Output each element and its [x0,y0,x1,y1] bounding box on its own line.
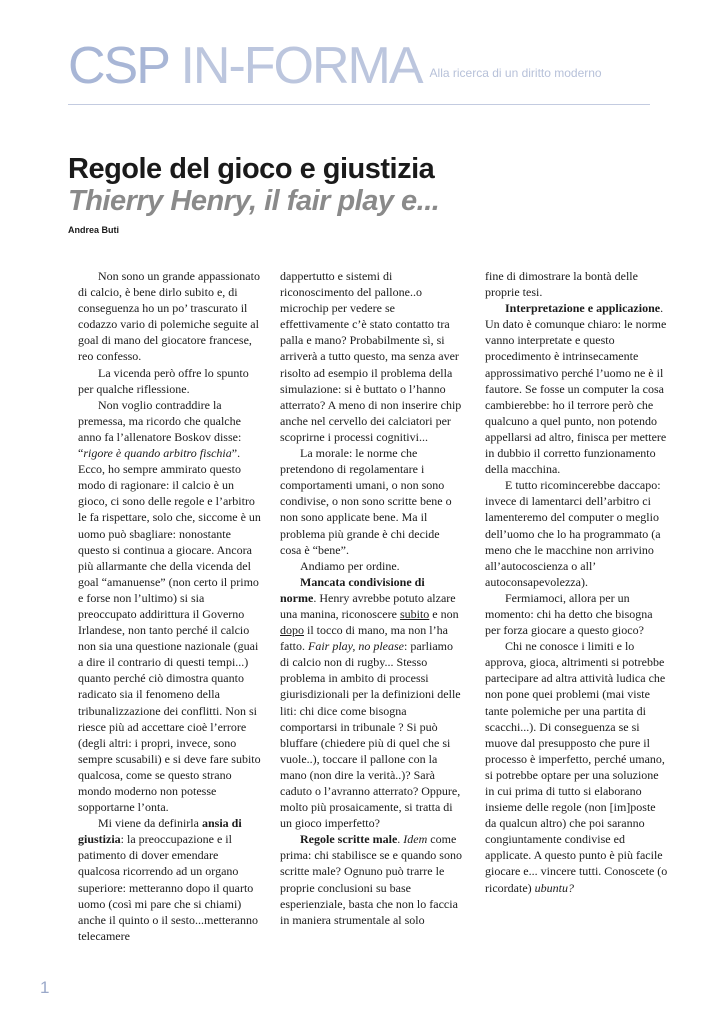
column-1 [78,268,261,944]
paragraph: dappertutto e sistemi di riconoscimento del pallone..o microchip per vedere se effettivamente c’è stato contatto tra palla e mano? Probabilmente sì, si arriverà a tutto questo, ma senza aver risolto ad esempio il problema della simulazione: si è buttato o l’hanno atterrato? A meno di non inserire chip anche nel cervello dei calciatori per scoprirne i processi cognitivi... [280,269,462,444]
text-run: ”. Ecco, ho sempre ammirato questo modo di ragionare: il calcio è un gioco, ci sono delle regole e l’arbitro le fa rispettare, solo che, siccome è un uomo può sbagliare: nonostante questo si continua a giocare. Ancora più allarmante che della vicenda del goal “amanuense” (non certo il primo e forse non l’ultimo) si sia preoccupato addirittura il Governo Irlandese, non tanto perché il calcio non sia una questione nazionale (guai a dire il contrario di questi tempi...) quanto perché ciò dimostra quanto radicato sia il fenomeno della tribunalizzazione dei conflitti. Non si riesce più ad accettare cioè l’errore (degli altri: i propri, invece, sono sempre scusabili) e si deve fare subito qualcosa, come se questo strano mondo moderno non potesse sopportarne l’onta. [78,446,261,815]
text-run: : la preoccupazione e il patimento di dover emendare qualcosa ricorrendo ad un organo superiore: metteranno dopo il quarto uomo (così mi pare che si chiami) anche il quinto o il sesto...metteranno telecamere [78,832,258,943]
paragraph: Andiamo per ordine. [300,558,400,573]
section-heading: Regole scritte male [300,832,398,847]
masthead-tagline: Alla ricerca di un diritto moderno [429,66,602,80]
italic-text: Idem [403,832,428,847]
masthead-title-csp: CSP [68,37,168,95]
text-run: . [397,832,404,847]
section-heading: Interpretazione e applicazione [505,301,661,316]
masthead-rule [68,104,650,105]
italic-text: ubuntu? [534,880,574,895]
paragraph [485,300,668,477]
underlined-text: dopo [280,623,304,638]
paragraph: fine di dimostrare la bontà delle proprie tesi. [485,269,638,300]
text-run: Mi viene da definirla [98,816,202,831]
column-2 [280,268,463,928]
underlined-text: subito [399,606,430,621]
quote-text: rigore è quando arbitro fischia [83,446,232,461]
paragraph [280,831,463,928]
emphasis-text: ansia di giustizia [78,816,242,847]
text-run: Non voglio contraddire la premessa, ma ricordo che qualche anno fa l’allenatore Boskov disse: “ [78,397,242,461]
article-subtitle: Thierry Henry, il fair play e... [68,185,440,217]
text-run: . Un dato è comunque chiaro: le norme vanno interpretate e questo procedimento è intrinsecamente approssimativo perché l’uomo ne è il fautore. Se fosse un computer la cosa cambierebbe: ho il terrore però che qualcuno a quel punto, non potendo appellarsi ad altro, finisca per mettere in dubbio il corretto funzionamento della macchina. [485,301,667,477]
paragraph: Fermiamoci, allora per un momento: chi ha detto che bisogna per forza giocare a questo gioco? [485,590,653,638]
masthead-title [68,38,422,94]
masthead-title-informa: IN-FORMA [180,37,422,95]
text-run: Chi ne conosce i limiti e lo approva, gioca, altrimenti si potrebbe partecipare ad altra attività ludica che non pone quei problemi (mai viste tante polemiche per una partita di scacchi...). Di conseguenza se si muove dal presupposto che pure il processo è imperfetto, perché umano, si potrebbe optare per una soluzione in cui prima di tutto si elaborano insieme delle regole (non [im]poste da qualcun altro) che poi saranno congiuntamente condivise ed applicate. A questo punto è più facile giocare e... vincere tutti. Conoscete (o ricordate) [485,639,668,895]
text-run: il tocco di mano, ma non l’ha fatto. [280,623,448,654]
article-title: Regole del gioco e giustizia [68,153,435,185]
paragraph: La vicenda però offre lo spunto per qualche riflessione. [78,365,249,396]
paragraph [280,574,463,832]
section-heading: Mancata condivisione di norme [280,574,425,605]
paragraph: E tutto ricomincerebbe daccapo: invece di lamentarci dell’arbitro ci lamenteremo del computer o meglio dell’uomo che lo ha programmato (a meno che le macchine non arrivino all’autocoscienza o all’ autoconsapevolezza). [485,478,661,589]
paragraph [78,397,261,815]
column-3 [485,268,668,896]
paragraph: Non sono un grande appassionato di calcio, è bene dirlo subito e, di conseguenza ho un po’ trascurato il codazzo vario di polemiche seguite al goal di mano del giocatore francese, reo confesso. [78,269,260,364]
text-run: come prima: chi stabilisce se e quando sono scritte male? Ognuno può trarre le proprie conclusioni su base esperienziale, basta che non lo faccia in maniera strumentale al solo [280,832,462,927]
text-run: : parliamo di calcio non di rugby... Stesso problema in ambito di processi giurisdizionali per la definizioni delle liti: chi dice come bisogna comportarsi in tribunale ? Si può bluffare (chiedere più di quel che si vuole..), toccare il pallone con la mano (non dire la verità..)? Sarà caduto o l’avranno atterrato? Oppure, molto più prosaicamente, si tratta di un gioco imperfetto? [280,639,461,831]
text-run: . Henry avrebbe potuto alzare una manina, riconoscere [280,590,456,621]
article-author: Andrea Buti [68,225,120,235]
italic-text: Fair play, no please [308,639,404,654]
paragraph: La morale: le norme che pretendono di regolamentare i comportamenti umani, o non sono condivise, o non sono scritte bene o non sono applicate bene. Ma il problema più grande è chi decide cosa è “bene”. [280,446,452,557]
paragraph [485,638,668,896]
masthead [68,38,602,94]
page-number: 1 [40,978,50,997]
paragraph [78,815,261,944]
text-run: e non [429,606,459,621]
